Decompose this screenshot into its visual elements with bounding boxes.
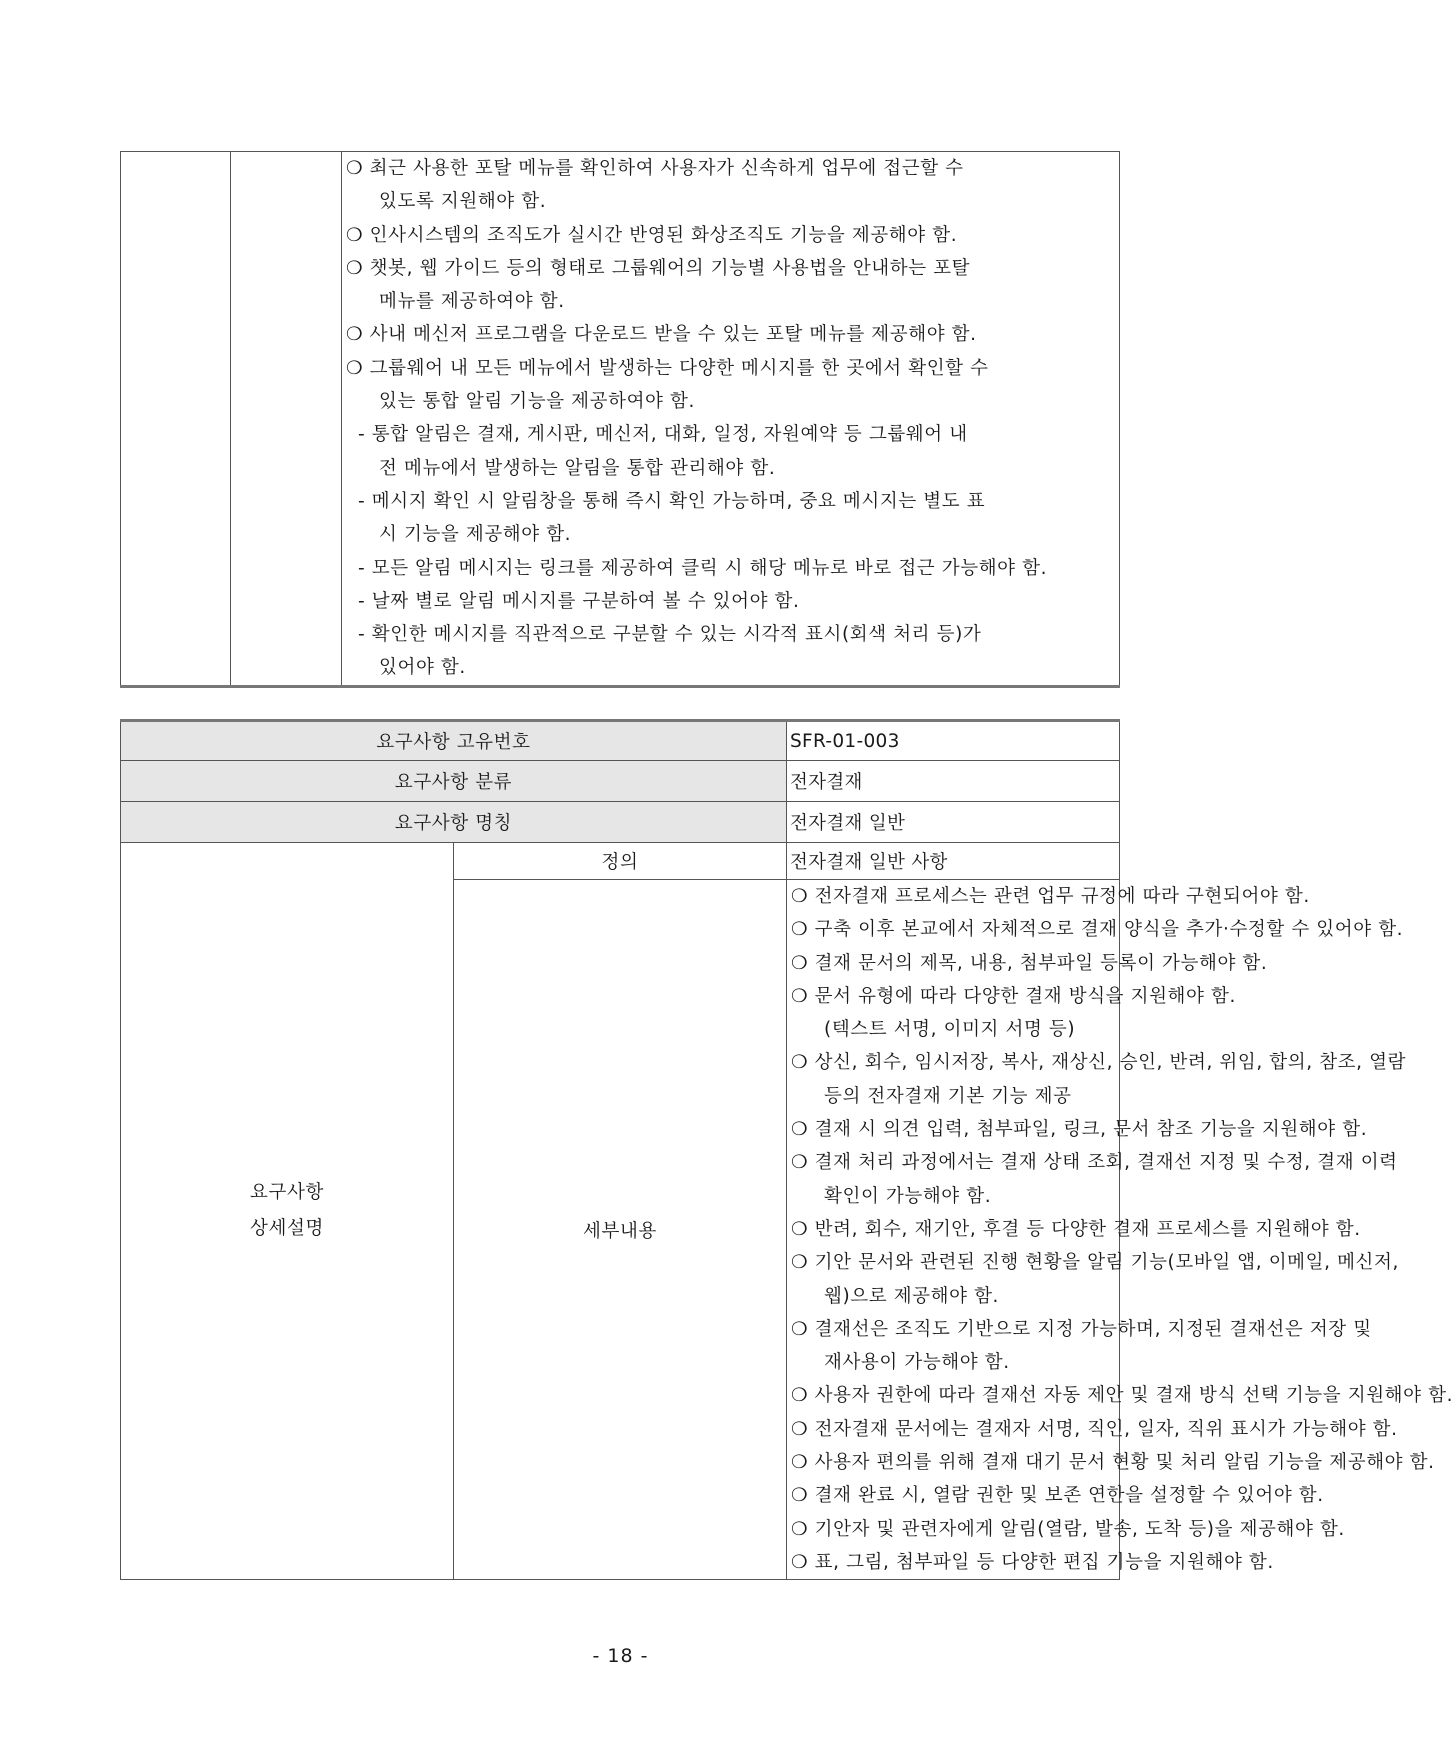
bullet-item: ❍ 반려, 회수, 재기안, 후결 등 다양한 결재 프로세스를 지원해야 함. (791, 1218, 1361, 1240)
continuation-line: 전 메뉴에서 발생하는 알림을 통합 관리해야 함. (379, 457, 776, 479)
continuation-line: 시 기능을 제공해야 함. (379, 524, 572, 546)
id-label: 요구사항 고유번호 (121, 721, 787, 761)
bullet-item: ❍ 결재 문서의 제목, 내용, 첨부파일 등록이 가능해야 함. (791, 952, 1268, 974)
bullet-item: ❍ 문서 유형에 따라 다양한 결재 방식을 지원해야 함. (791, 985, 1236, 1007)
bullet-item: ❍ 전자결재 문서에는 결재자 서명, 직인, 일자, 직위 표시가 가능해야 함. (791, 1418, 1398, 1440)
bullet-item: ❍ 전자결재 프로세스는 관련 업무 규정에 따라 구현되어야 함. (791, 886, 1310, 907)
category-value: 전자결재 (787, 761, 1120, 802)
content-cell (787, 880, 1453, 1580)
bullet-item: ❍ 결재 시 의견 입력, 첨부파일, 링크, 문서 참조 기능을 지원해야 함. (791, 1119, 1368, 1141)
bullet-item: ❍ 결재 완료 시, 열람 권한 및 보존 연한을 설정할 수 있어야 함. (791, 1485, 1324, 1507)
continuation-line: 메뉴를 제공하여야 함. (379, 291, 565, 313)
requirement-table-sfr-01-003 (120, 719, 1453, 1580)
name-label: 요구사항 명칭 (121, 802, 787, 843)
detail-label-line-1: 요구사항 (250, 1182, 324, 1204)
bullet-item: ❍ 구축 이후 본교에서 자체적으로 결재 양식을 추가·수정할 수 있어야 함. (791, 919, 1404, 941)
bullet-item: ❍ 최근 사용한 포탈 메뉴를 확인하여 사용자가 신속하게 업무에 접근할 수 (346, 158, 964, 179)
dash-item: - 확인한 메시지를 직관적으로 구분할 수 있는 시각적 표시(회색 처리 등)가 (358, 624, 982, 646)
bullet-item: ❍ 사용자 권한에 따라 결재선 자동 제안 및 결재 방식 선택 기능을 지원해야 함. (791, 1385, 1453, 1407)
content-lines (791, 880, 1453, 1579)
bullet-item: ❍ 챗봇, 웹 가이드 등의 형태로 그룹웨어의 기능별 사용법을 안내하는 포탈 (346, 257, 971, 279)
bullet-item: ❍ 결재 처리 과정에서는 결재 상태 조회, 결재선 지정 및 수정, 결재 이력 (791, 1152, 1398, 1174)
dash-item: - 통합 알림은 결재, 게시판, 메신저, 대화, 일정, 자원예약 등 그룹웨어 내 (358, 424, 968, 446)
dash-item: - 모든 알림 메시지는 링크를 제공하여 클릭 시 해당 메뉴로 바로 접근 가능해야 함. (358, 557, 1048, 579)
bullet-item: ❍ 기안자 및 관련자에게 알림(열람, 발송, 도착 등)을 제공해야 함. (791, 1518, 1345, 1540)
continuation-line: (텍스트 서명, 이미지 서명 등) (824, 1019, 1076, 1041)
continuation-line: 확인이 가능해야 함. (824, 1185, 992, 1207)
continuation-line: 등의 전자결재 기본 기능 제공 (824, 1085, 1072, 1107)
continuation-line: 재사용이 가능해야 함. (824, 1352, 1010, 1374)
continuation-line: 있는 통합 알림 기능을 제공하여야 함. (379, 391, 695, 413)
category-label: 요구사항 분류 (121, 761, 787, 802)
bullet-item: ❍ 표, 그림, 첨부파일 등 다양한 편집 기능을 지원해야 함. (791, 1551, 1274, 1573)
definition-value: 전자결재 일반 사항 (787, 843, 1120, 880)
continuation-line: 있도록 지원해야 함. (379, 191, 547, 213)
page-number: - 18 - (592, 1645, 649, 1667)
bullet-item: ❍ 기안 문서와 관련된 진행 현황을 알림 기능(모바일 앱, 이메일, 메신저, (791, 1252, 1399, 1274)
dash-item: - 날짜 별로 알림 메시지를 구분하여 볼 수 있어야 함. (358, 590, 800, 612)
label-cell-empty (121, 152, 231, 687)
definition-label: 정의 (454, 843, 787, 880)
continuation-line: 있어야 함. (379, 657, 466, 679)
requirement-table-continued (120, 151, 1120, 688)
detail-label (121, 843, 454, 1580)
name-value: 전자결재 일반 (787, 802, 1120, 843)
bullet-item: ❍ 사용자 편의를 위해 결재 대기 문서 현황 및 처리 알림 기능을 제공해야 함. (791, 1452, 1435, 1474)
detail-content-cell (342, 152, 1120, 687)
bullet-item: ❍ 인사시스템의 조직도가 실시간 반영된 화상조직도 기능을 제공해야 함. (346, 224, 958, 246)
bullet-item: ❍ 상신, 회수, 임시저장, 복사, 재상신, 승인, 반려, 위임, 합의, 참조, 열람 (791, 1052, 1407, 1074)
id-value: SFR-01-003 (787, 721, 1120, 761)
bullet-item: ❍ 사내 메신저 프로그램을 다운로드 받을 수 있는 포탈 메뉴를 제공해야 함. (346, 324, 977, 346)
sublabel-cell-empty (231, 152, 342, 687)
bullet-item: ❍ 결재선은 조직도 기반으로 지정 가능하며, 지정된 결재선은 저장 및 (791, 1318, 1372, 1340)
continuation-line: 웹)으로 제공해야 함. (824, 1285, 1000, 1307)
detail-lines (346, 152, 1119, 685)
bullet-item: ❍ 그룹웨어 내 모든 메뉴에서 발생하는 다양한 메시지를 한 곳에서 확인할 수 (346, 357, 989, 379)
detail-label-line-2: 상세설명 (250, 1218, 324, 1240)
content-label: 세부내용 (454, 880, 787, 1580)
dash-item: - 메시지 확인 시 알림창을 통해 즉시 확인 가능하며, 중요 메시지는 별도 표 (358, 490, 986, 512)
